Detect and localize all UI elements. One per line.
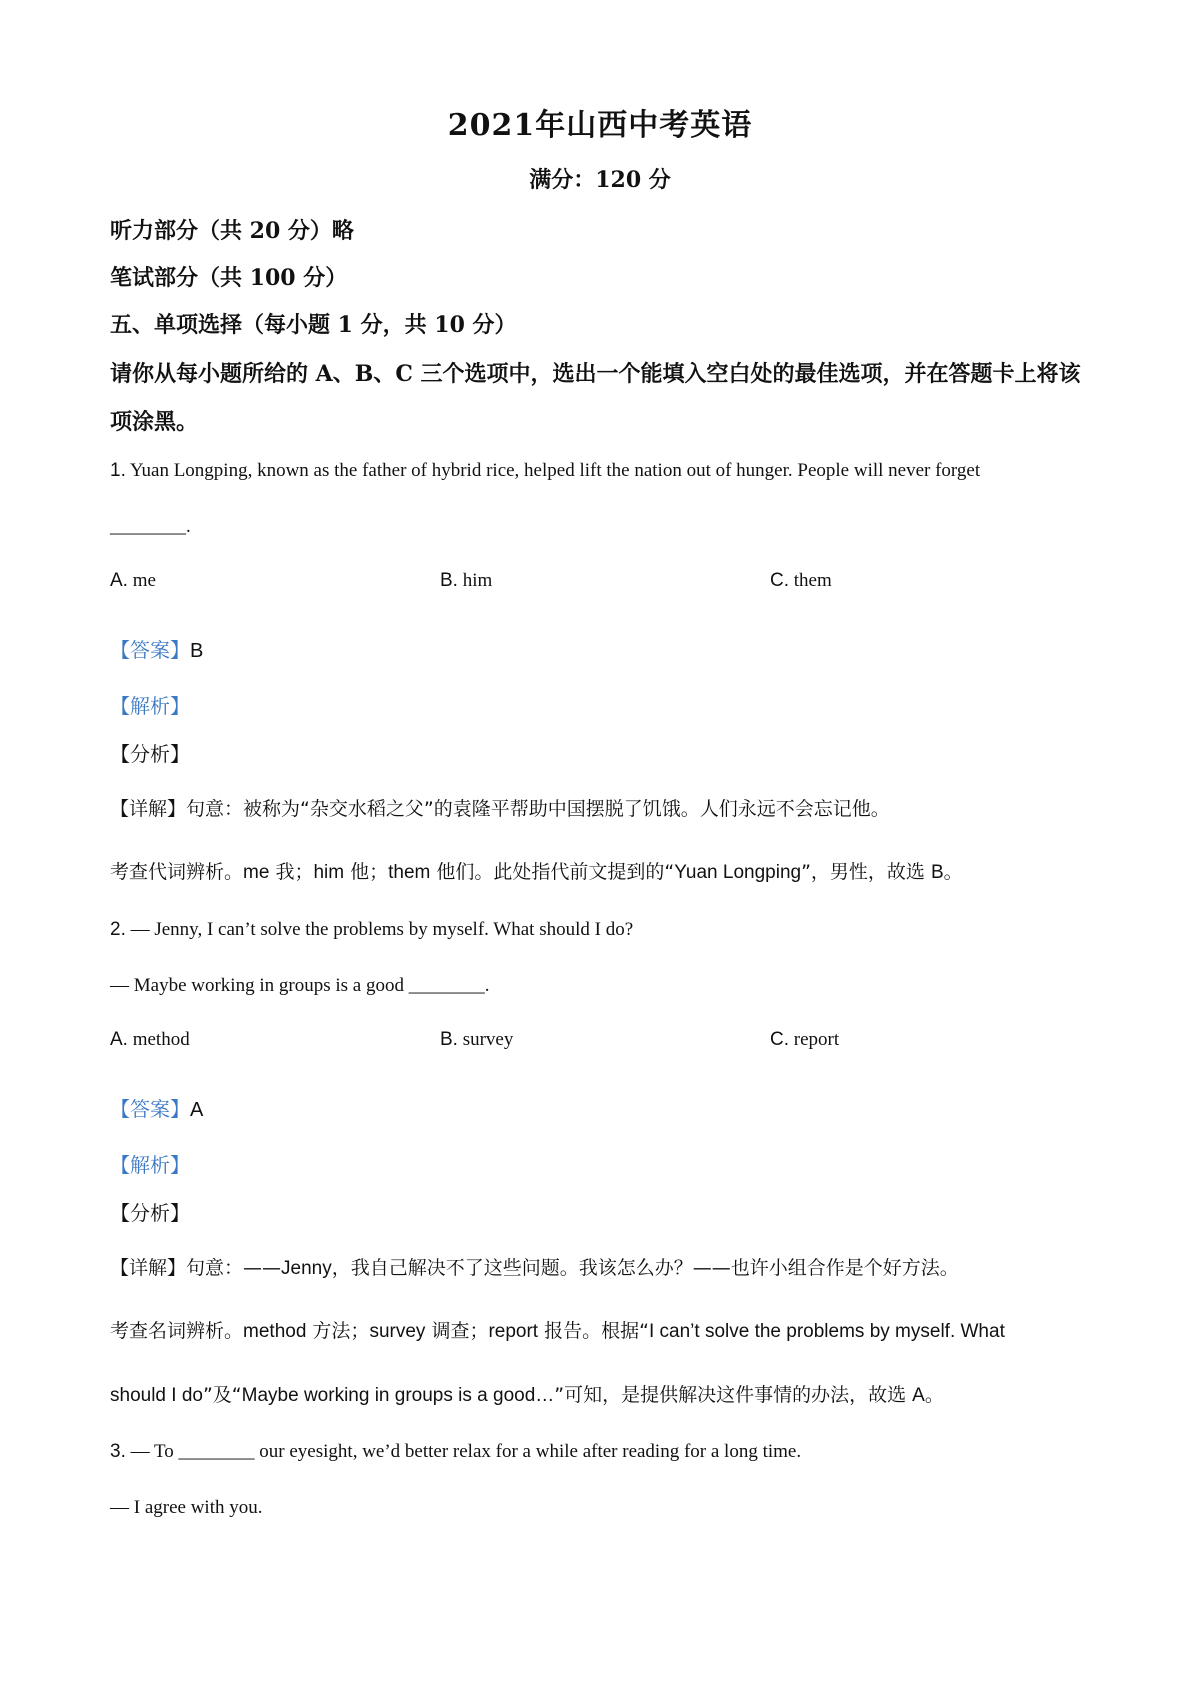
analysis-text: 他们。此处指代前文提到的“ bbox=[430, 861, 675, 883]
page-title: 2021年山西中考英语 bbox=[447, 108, 753, 143]
question-1-option-a bbox=[110, 570, 156, 592]
question-text: Yuan Longping, known as the father of hybrid rice, helped lift the nation out of hunger. People will never forget bbox=[129, 460, 981, 481]
question-1-fenxi bbox=[110, 738, 190, 767]
analysis-text: 考查代词辨析。 bbox=[110, 861, 244, 883]
section-listening: 听力部分（共 20 分）略 bbox=[110, 218, 354, 244]
analysis-text: method bbox=[243, 1321, 307, 1342]
question-3-stem bbox=[110, 1441, 801, 1463]
analysis-text: I can’t solve the problems by myself. What bbox=[648, 1321, 1005, 1342]
analysis-text: 调查； bbox=[425, 1320, 489, 1342]
option-letter: B. bbox=[440, 570, 458, 591]
question-text: — To ________ our eyesight, we’d better relax for a while after reading for a long time. bbox=[130, 1441, 802, 1462]
analysis-text: 考查名词辨析。 bbox=[110, 1320, 244, 1342]
section-instruction: 请你从每小题所给的 A、B、C 三个选项中，选出一个能填入空白处的最佳选项，并在答题卡上将该项涂黑。 bbox=[110, 361, 1081, 435]
question-2-detail bbox=[110, 1253, 959, 1280]
section-writing: 笔试部分（共 100 分） bbox=[110, 265, 348, 291]
question-2-option-a bbox=[110, 1029, 190, 1051]
analysis-text: Maybe working in groups is a good… bbox=[241, 1385, 555, 1406]
question-1-stem bbox=[110, 460, 980, 482]
question-2-analysis-line1 bbox=[110, 1316, 1005, 1343]
option-letter: C. bbox=[770, 570, 789, 591]
option-text: me bbox=[132, 570, 156, 591]
analysis-text: report bbox=[488, 1321, 539, 1342]
question-2-fenxi bbox=[110, 1197, 190, 1226]
analysis-text: Yuan Longping bbox=[674, 862, 802, 883]
question-1-option-b bbox=[440, 570, 492, 592]
answer-label: 【答案】 bbox=[110, 1097, 190, 1121]
question-1-answer bbox=[110, 634, 203, 663]
fenxi-label: 【分析】 bbox=[110, 742, 190, 766]
question-2-jiexi bbox=[110, 1149, 190, 1178]
option-letter: C. bbox=[770, 1029, 789, 1050]
analysis-text: B bbox=[930, 862, 944, 883]
question-2-line2: — Maybe working in groups is a good ________. bbox=[110, 975, 490, 996]
question-1-jiexi bbox=[110, 690, 190, 719]
question-2-option-b bbox=[440, 1029, 513, 1051]
analysis-text: should I do bbox=[110, 1385, 203, 1406]
fenxi-label: 【分析】 bbox=[110, 1201, 190, 1225]
answer-label: 【答案】 bbox=[110, 638, 190, 662]
answer-value: A bbox=[190, 1099, 204, 1121]
page-subtitle: 满分：120 分 bbox=[529, 167, 671, 193]
question-2-stem bbox=[110, 919, 633, 941]
analysis-text: ”，男性，故选 bbox=[801, 861, 931, 883]
question-3-line2: — I agree with you. bbox=[110, 1497, 263, 1518]
analysis-text: 方法； bbox=[306, 1320, 370, 1342]
option-letter: A. bbox=[110, 570, 128, 591]
section-part5: 五、单项选择（每小题 1 分，共 10 分） bbox=[110, 312, 517, 338]
analysis-text: ”可知，是提供解决这件事情的办法，故选 bbox=[554, 1384, 913, 1406]
detail-text: 句意：—— bbox=[186, 1257, 282, 1279]
jiexi-label: 【解析】 bbox=[110, 694, 190, 718]
analysis-text: me bbox=[243, 862, 270, 883]
detail-text: 句意：被称为“杂交水稻之父”的袁隆平帮助中国摆脱了饥饿。人们永远不会忘记他。 bbox=[186, 798, 890, 820]
analysis-text: 报告。根据“ bbox=[538, 1320, 649, 1342]
option-text: report bbox=[793, 1029, 840, 1050]
analysis-text: 。 bbox=[924, 1384, 944, 1406]
option-letter: A. bbox=[110, 1029, 128, 1050]
question-1-option-c bbox=[770, 570, 832, 592]
question-number: 3. bbox=[110, 1441, 126, 1462]
question-text: — Jenny, I can’t solve the problems by myself. What should I do? bbox=[130, 919, 634, 940]
question-1-detail bbox=[110, 794, 890, 821]
question-number: 2. bbox=[110, 919, 126, 940]
analysis-text: survey bbox=[369, 1321, 426, 1342]
analysis-text: 。 bbox=[943, 861, 963, 883]
question-2-option-c bbox=[770, 1029, 839, 1051]
jiexi-label: 【解析】 bbox=[110, 1153, 190, 1177]
option-text: method bbox=[132, 1029, 190, 1050]
detail-text: ，我自己解决不了这些问题。我该怎么办？——也许小组合作是个好方法。 bbox=[331, 1257, 959, 1279]
analysis-text: 我； bbox=[269, 861, 314, 883]
question-2-answer bbox=[110, 1093, 203, 1122]
analysis-text: ”及“ bbox=[202, 1384, 242, 1406]
xiangjie-label: 【详解】 bbox=[110, 798, 187, 820]
question-2-analysis-line2 bbox=[110, 1380, 944, 1407]
option-letter: B. bbox=[440, 1029, 458, 1050]
question-number: 1. bbox=[110, 460, 126, 481]
analysis-text: him bbox=[313, 862, 345, 883]
analysis-text: A bbox=[912, 1385, 925, 1406]
option-text: him bbox=[462, 570, 493, 591]
detail-text: Jenny bbox=[281, 1258, 332, 1279]
option-text: them bbox=[793, 570, 832, 591]
option-text: survey bbox=[462, 1029, 514, 1050]
analysis-text: 他； bbox=[344, 861, 389, 883]
answer-value: B bbox=[190, 640, 204, 662]
question-1-blank: ________. bbox=[110, 516, 191, 537]
xiangjie-label: 【详解】 bbox=[110, 1257, 187, 1279]
question-1-analysis bbox=[110, 857, 963, 884]
analysis-text: them bbox=[388, 862, 431, 883]
